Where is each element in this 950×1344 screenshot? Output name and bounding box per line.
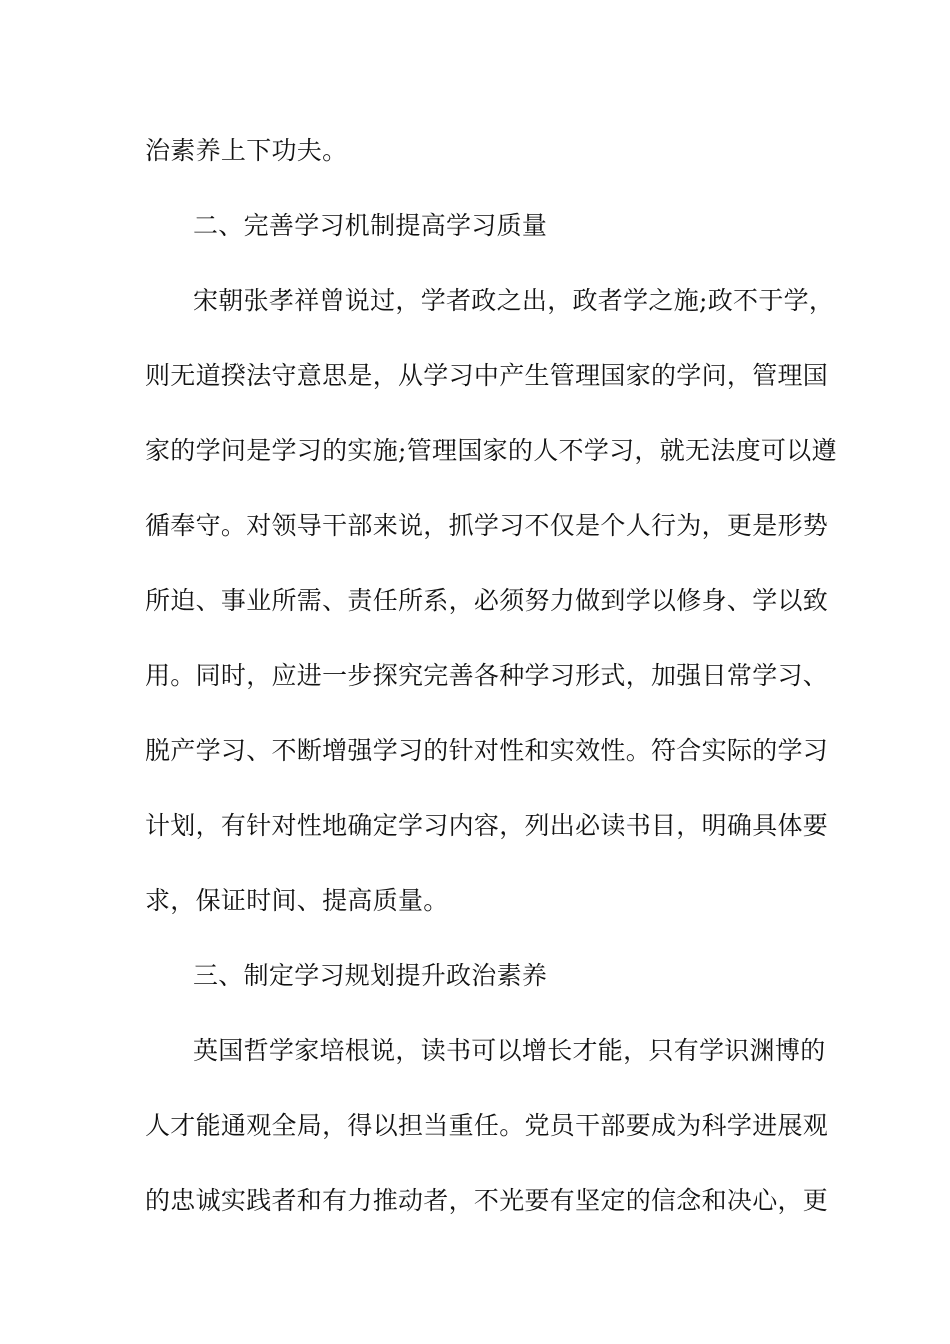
text-line: 则无道揆法守意思是，从学习中产生管理国家的学问，管理国 — [145, 361, 829, 390]
text-line: 计划，有针对性地确定学习内容，列出必读书目，明确具体要 — [145, 811, 829, 840]
text-line: 英国哲学家培根说，读书可以增长才能，只有学识渊博的 — [193, 1036, 826, 1065]
text-line: 求，保证时间、提高质量。 — [145, 886, 449, 915]
text-line: 循奉守。对领导干部来说，抓学习不仅是个人行为，更是形势 — [145, 511, 829, 540]
text-line: 宋朝张孝祥曾说过，学者政之出，政者学之施;政不于学， — [193, 286, 835, 315]
section-heading: 三、制定学习规划提升政治素养 — [193, 961, 548, 990]
text-line: 的忠诚实践者和有力推动者，不光要有坚定的信念和决心，更 — [145, 1186, 829, 1215]
text-line: 所迫、事业所需、责任所系，必须努力做到学以修身、学以致 — [145, 586, 829, 615]
text-line: 家的学问是学习的实施;管理国家的人不学习，就无法度可以遵 — [145, 436, 837, 465]
text-line: 人才能通观全局，得以担当重任。党员干部要成为科学进展观 — [145, 1111, 829, 1140]
section-heading: 二、完善学习机制提高学习质量 — [193, 211, 548, 240]
text-line: 治素养上下功夫。 — [145, 136, 348, 165]
text-line: 用。同时，应进一步探究完善各种学习形式，加强日常学习、 — [145, 661, 829, 690]
text-line: 脱产学习、不断增强学习的针对性和实效性。符合实际的学习 — [145, 736, 829, 765]
